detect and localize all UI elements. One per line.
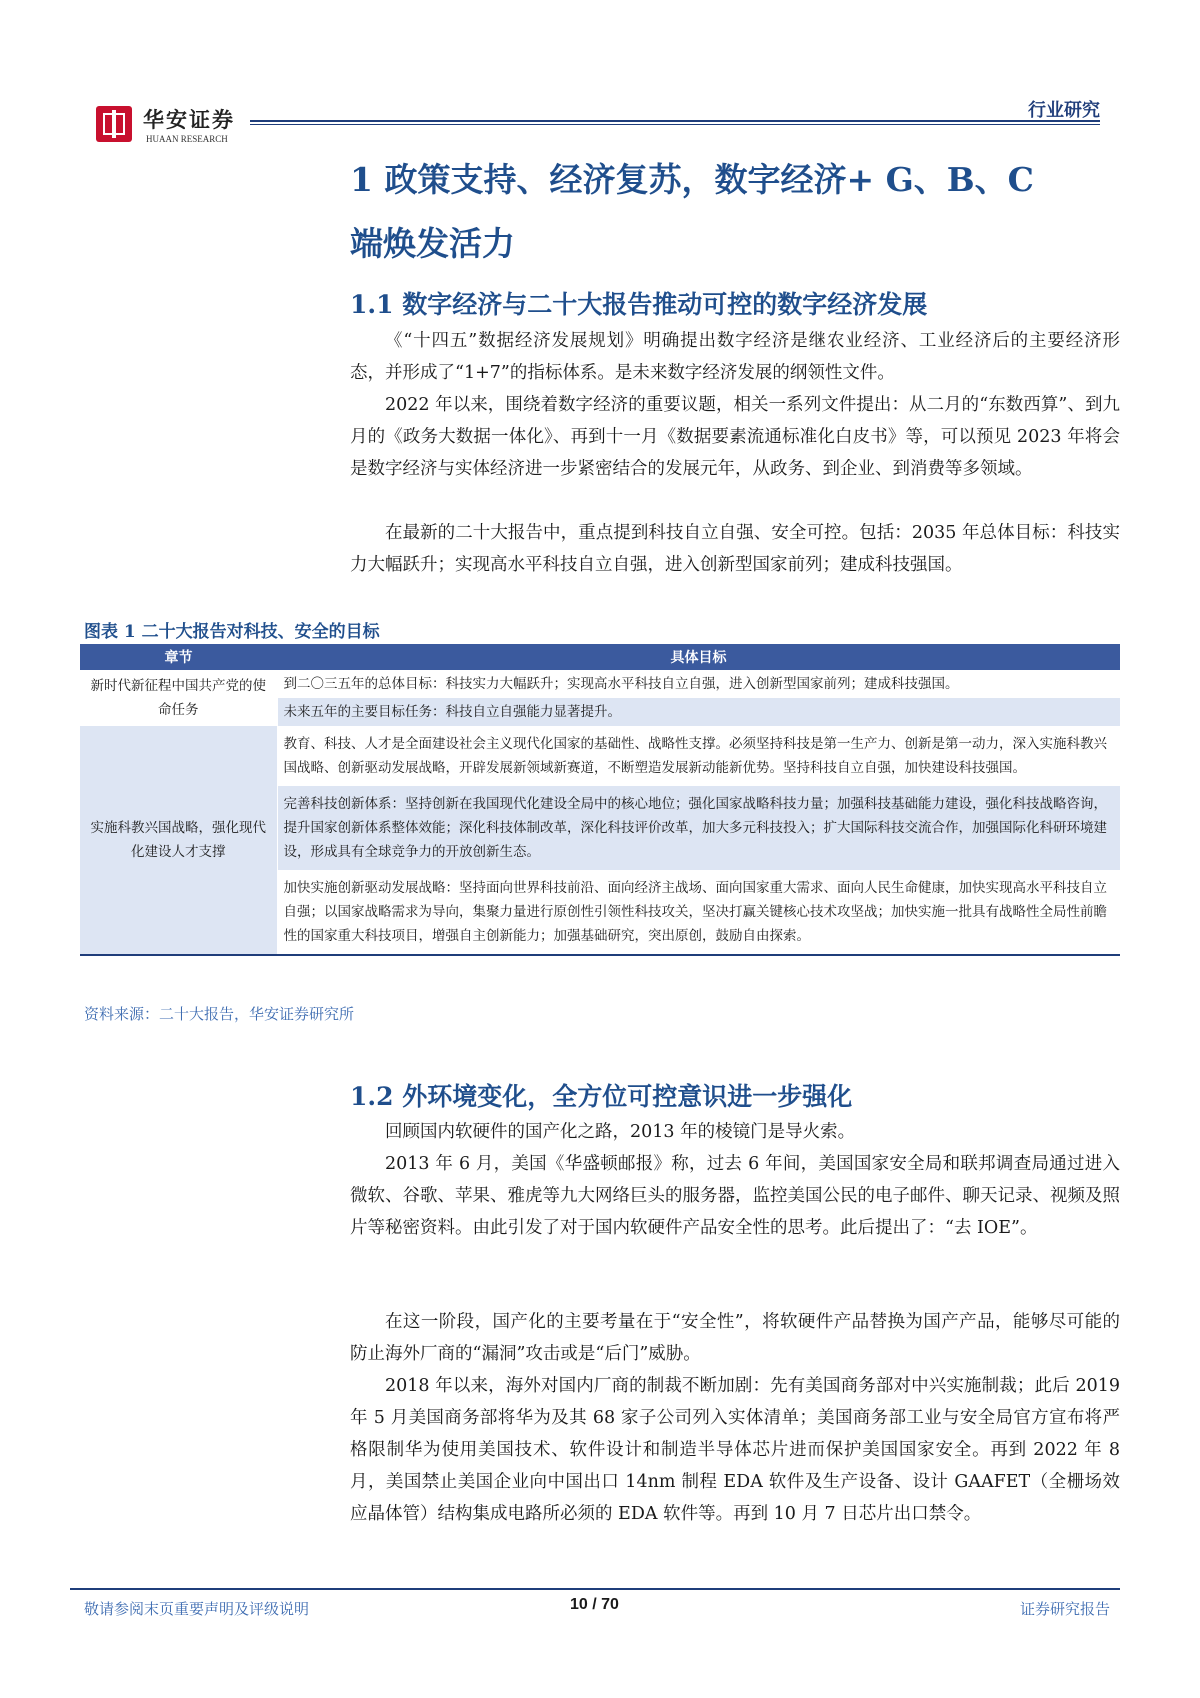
table-header-goal: 具体目标 — [277, 644, 1120, 670]
footer-report-type: 证券研究报告 — [1019, 1600, 1110, 1618]
table-cell-goal: 未来五年的主要目标任务：科技自立自强能力显著提升。 — [277, 698, 1120, 726]
report-category: 行业研究 — [1028, 100, 1100, 121]
table-cell-chapter: 实施科教兴国战略，强化现代化建设人才支撑 — [80, 726, 277, 955]
paragraph: 2013 年 6 月，美国《华盛顿邮报》称，过去 6 年间，美国国家安全局和联邦调查局通过进入微软、谷歌、苹果、雅虎等九大网络巨头的服务器，监控美国公民的电子邮件、聊天记录、视频及照片等秘密资料。由此引发了对于国内软硬件产品安全性的思考。此后提出了：“去 IOE”。 — [350, 1154, 1120, 1238]
logo-icon — [96, 106, 132, 142]
page-number: 10 / 70 — [570, 1596, 619, 1613]
header-divider-thin — [250, 124, 1100, 125]
subsection-title-1-2: 1.2 外环境变化，全方位可控意识进一步强化 — [350, 1082, 853, 1111]
footer-disclaimer: 敬请参阅末页重要声明及评级说明 — [84, 1600, 310, 1618]
paragraph: 《“十四五”数据经济发展规划》明确提出数字经济是继农业经济、工业经济后的主要经济形态，并形成了“1+7”的指标体系。是未来数字经济发展的纲领性文件。 — [350, 331, 1120, 383]
table-cell-goal: 到二〇三五年的总体目标：科技实力大幅跃升；实现高水平科技自立自强，进入创新型国家前列；建成科技强国。 — [283, 676, 959, 692]
section-title-line1: 1 政策支持、经济复苏，数字经济+ G、B、C — [350, 160, 1034, 199]
footer-divider — [70, 1588, 1120, 1590]
paragraph: 2018 年以来，海外对国内厂商的制裁不断加剧：先有美国商务部对中兴实施制裁；此后 2019 年 5 月美国商务部将华为及其 68 家子公司列入实体清单；美国商务部工业与安全局官方宣布将严格限制华为使用美国技术、软件设计和制造半导体芯片进而保护美国国家安全。再到 2022 年 8 月，美国禁止美国企业向中国出口 14nm 制程 EDA 软件及生产设备、设计 GAAFET（全栅场效应晶体管）结构集成电路所必须的 EDA 软件等。再到 10 月 7 日芯片出口禁令。 — [350, 1376, 1120, 1524]
subsection-title-1-1: 1.1 数字经济与二十大报告推动可控的数字经济发展 — [350, 290, 928, 319]
paragraph: 回顾国内软硬件的国产化之路，2013 年的棱镜门是导火索。 — [385, 1122, 856, 1142]
header-divider — [250, 120, 1100, 122]
figure-source: 资料来源：二十大报告，华安证券研究所 — [84, 1005, 355, 1023]
logo-subtitle: HUAAN RESEARCH — [146, 134, 228, 144]
table-row — [80, 726, 1120, 786]
figure-table — [80, 644, 1120, 956]
table-row — [80, 670, 1120, 698]
figure-title: 图表 1 二十大报告对科技、安全的目标 — [84, 622, 380, 642]
paragraph: 在最新的二十大报告中，重点提到科技自立自强、安全可控。包括：2035 年总体目标：科技实力大幅跃升；实现高水平科技自立自强，进入创新型国家前列；建成科技强国。 — [350, 523, 1120, 575]
table-cell-goal: 教育、科技、人才是全面建设社会主义现代化国家的基础性、战略性支撑。必须坚持科技是第一生产力、创新是第一动力，深入实施科教兴国战略、创新驱动发展战略，开辟发展新领域新赛道，不断塑造发展新动能新优势。坚持科技自立自强，加快建设科技强国。 — [283, 736, 1107, 776]
paragraph: 在这一阶段，国产化的主要考量在于“安全性”，将软硬件产品替换为国产产品，能够尽可能的防止海外厂商的“漏洞”攻击或是“后门”威胁。 — [350, 1312, 1120, 1364]
table-cell-goal: 完善科技创新体系：坚持创新在我国现代化建设全局中的核心地位；强化国家战略科技力量；加强科技基础能力建设，强化科技战略咨询，提升国家创新体系整体效能；深化科技体制改革，深化科技评价改革，加大多元科技投入；扩大国际科技交流合作，加强国际化科研环境建设，形成具有全球竞争力的开放创新生态。 — [277, 786, 1120, 870]
table-cell-goal: 加快实施创新驱动发展战略：坚持面向世界科技前沿、面向经济主战场、面向国家重大需求、面向人民生命健康，加快实现高水平科技自立自强；以国家战略需求为导向，集聚力量进行原创性引领性科技攻关，坚决打赢关键核心技术攻坚战；加快实施一批具有战略性全局性前瞻性的国家重大科技项目，增强自主创新能力；加强基础研究，突出原创，鼓励自由探索。 — [277, 870, 1120, 955]
table-header-chapter: 章节 — [80, 644, 277, 670]
logo-name: 华安证券 — [143, 107, 235, 132]
table-cell-chapter: 新时代新征程中国共产党的使命任务 — [80, 670, 277, 726]
paragraph: 2022 年以来，围绕着数字经济的重要议题，相关一系列文件提出：从二月的“东数西算”、到九月的《政务大数据一体化》、再到十一月《数据要素流通标准化白皮书》等，可以预见 2023 年将会是数字经济与实体经济进一步紧密结合的发展元年，从政务、到企业、到消费等多领域。 — [350, 395, 1120, 479]
section-title-line2: 端焕发活力 — [350, 224, 515, 263]
